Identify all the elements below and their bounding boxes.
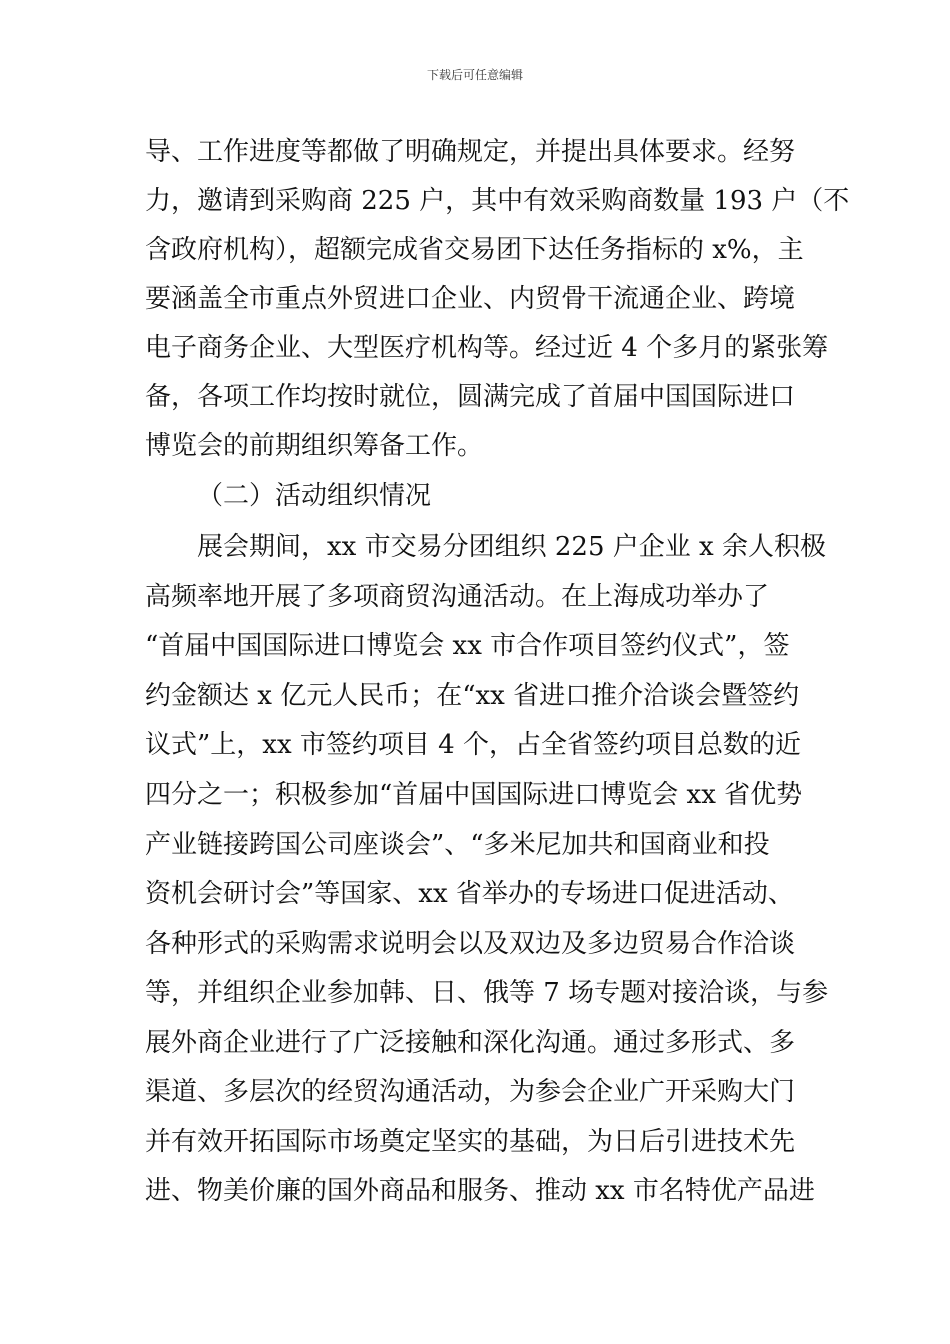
text-line: 约金额达 x 亿元人民币；在“xx 省进口推介洽谈会暨签约 [145,681,800,711]
paragraph-first-line: 展会期间，xx 市交易分团组织 225 户企业 x 余人积极 [197,532,826,562]
text-line: 各种形式的采购需求说明会以及双边及多边贸易合作洽谈 [145,929,796,959]
text-line: 四分之一；积极参加“首届中国国际进口博览会 xx 省优势 [145,780,803,810]
text-line: 高频率地开展了多项商贸沟通活动。在上海成功举办了 [145,582,770,612]
text-line: 议式”上，xx 市签约项目 4 个，占全省签约项目总数的近 [145,730,801,760]
text-line: 进、物美价廉的国外商品和服务、推动 xx 市名特优产品进 [145,1176,815,1206]
section-heading: （二）活动组织情况 [197,481,432,511]
page-header: 下载后可任意编辑 [426,68,523,82]
text-line: 展外商企业进行了广泛接触和深化沟通。通过多形式、多 [145,1028,796,1058]
text-line: 电子商务企业、大型医疗机构等。经过近 4 个多月的紧张筹 [145,333,829,363]
text-line: 备，各项工作均按时就位，圆满完成了首届中国国际进口 [145,382,796,412]
text-line: 渠道、多层次的经贸沟通活动，为参会企业广开采购大门 [145,1077,796,1107]
text-line: 等，并组织企业参加韩、日、俄等 7 场专题对接洽谈，与参 [145,978,829,1008]
text-line: 含政府机构），超额完成省交易团下达任务指标的 x%，主 [145,235,804,265]
text-line: 要涵盖全市重点外贸进口企业、内贸骨干流通企业、跨境 [145,284,796,314]
text-line: “首届中国国际进口博览会 xx 市合作项目签约仪式”，签 [145,631,790,661]
text-line: 资机会研讨会”等国家、xx 省举办的专场进口促进活动、 [145,879,794,909]
text-line: 博览会的前期组织筹备工作。 [145,431,484,461]
text-line: 产业链接跨国公司座谈会”、“多米尼加共和国商业和投 [145,830,770,860]
text-line: 力，邀请到采购商 225 户，其中有效采购商数量 193 户（不 [145,186,850,216]
text-line: 导、工作进度等都做了明确规定，并提出具体要求。经努 [145,137,796,167]
text-line: 并有效开拓国际市场奠定坚实的基础，为日后引进技术先 [145,1127,796,1157]
